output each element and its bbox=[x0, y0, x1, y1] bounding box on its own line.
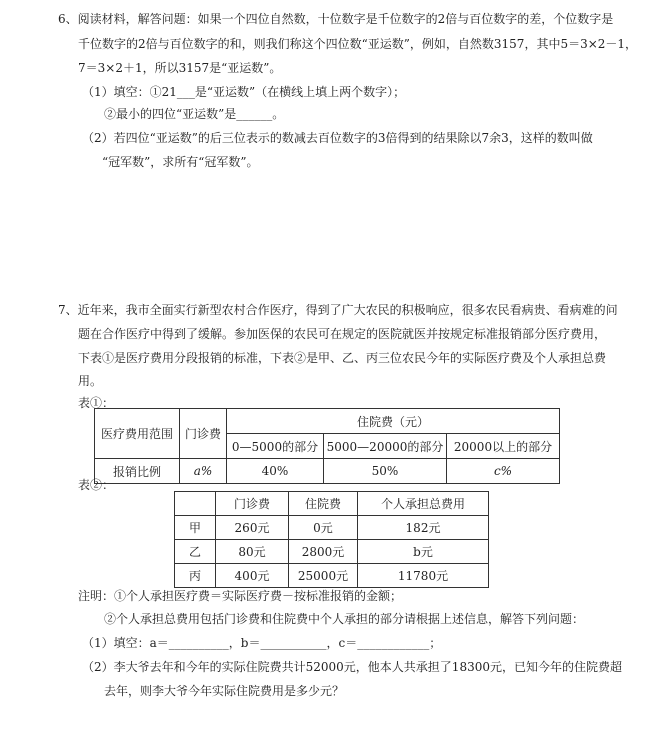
table1-seg2-rate: 50% bbox=[324, 459, 447, 484]
table2-header-cell: 个人承担总费用 bbox=[358, 492, 489, 516]
q7-part2-a: （2）李大爷去年和今年的实际住院费共计52000元，他本人共承担了18300元，已知今年的住院费超 bbox=[82, 660, 622, 674]
table2-cell: 0元 bbox=[289, 516, 358, 540]
table1-header-outpatient: 门诊费 bbox=[180, 409, 227, 459]
q6-line-3: 7＝3×2＋1，所以3157是“亚运数”。 bbox=[78, 61, 282, 75]
note-2: ②个人承担总费用包括门诊费和住院费中个人承担的部分请根据上述信息，解答下列问题： bbox=[104, 612, 585, 626]
table2-cell: 25000元 bbox=[289, 564, 358, 588]
q6-line-1: 6、阅读材料，解答问题：如果一个四位自然数，十位数字是千位数字的2倍与百位数字的差，个位数字是 bbox=[58, 12, 614, 26]
table1-header-range: 医疗费用范围 bbox=[95, 409, 180, 459]
table1-seg3-rate: c% bbox=[447, 459, 560, 484]
table2-cell: 400元 bbox=[216, 564, 289, 588]
table1-header-seg2: 5000—20000的部分 bbox=[324, 434, 447, 459]
q6-part2-b: “冠军数”，求所有“冠军数”。 bbox=[102, 155, 259, 169]
table2-cell: 182元 bbox=[358, 516, 489, 540]
q6-line-2: 千位数字的2倍与百位数字的和，则我们称这个四位数“亚运数”，例如，自然数3157，其中5＝3×2－1， bbox=[78, 37, 638, 51]
note-1: 注明：①个人承担医疗费＝实际医疗费－按标准报销的金额； bbox=[78, 589, 403, 603]
q6-part1-a: （1）填空：①21___是“亚运数”（在横线上填上两个数字）； bbox=[82, 85, 406, 99]
table2-cell: 80元 bbox=[216, 540, 289, 564]
table1-seg1-rate: 40% bbox=[227, 459, 324, 484]
q6-part1-b: ②最小的四位“亚运数”是______。 bbox=[104, 107, 285, 121]
table2-cell: 乙 bbox=[175, 540, 216, 564]
q7-line-2: 题在合作医疗中得到了缓解。参加医保的农民可在规定的医院就医并按规定标准报销部分医疗费用， bbox=[78, 327, 607, 341]
table-row bbox=[175, 540, 489, 564]
q7-line-4: 用。 bbox=[78, 374, 103, 388]
table2-label: 表②： bbox=[78, 478, 115, 492]
table-row bbox=[175, 564, 489, 588]
table2-cell: b元 bbox=[358, 540, 489, 564]
table1-label: 表①： bbox=[78, 396, 115, 410]
table1-header-seg1: 0—5000的部分 bbox=[227, 434, 324, 459]
reimbursement-table bbox=[94, 408, 560, 484]
table2-cell: 2800元 bbox=[289, 540, 358, 564]
table2-cell: 甲 bbox=[175, 516, 216, 540]
table1-row-label: 报销比例 bbox=[95, 459, 180, 484]
table2-cell: 丙 bbox=[175, 564, 216, 588]
table2-cell: 11780元 bbox=[358, 564, 489, 588]
cost-table bbox=[174, 491, 489, 588]
table2-header-cell bbox=[175, 492, 216, 516]
table2-header-cell: 门诊费 bbox=[216, 492, 289, 516]
table2-cell: 260元 bbox=[216, 516, 289, 540]
table1-outpatient-rate: a% bbox=[180, 459, 227, 484]
table-row bbox=[175, 516, 489, 540]
table1-header-seg3: 20000以上的部分 bbox=[447, 434, 560, 459]
q7-line-1: 7、近年来，我市全面实行新型农村合作医疗，得到了广大农民的积极响应，很多农民看病贵、看病难的问 bbox=[58, 303, 618, 317]
table2-header-cell: 住院费 bbox=[289, 492, 358, 516]
q6-part2-a: （2）若四位“亚运数”的后三位表示的数减去百位数字的3倍得到的结果除以7余3，这样的数叫做 bbox=[82, 131, 593, 145]
table1-header-hospital: 住院费（元） bbox=[227, 409, 560, 434]
q7-part1: （1）填空：a＝__________，b＝___________，c＝____________； bbox=[82, 636, 442, 650]
q7-line-3: 下表①是医疗费用分段报销的标准，下表②是甲、乙、丙三位农民今年的实际医疗费及个人承担总费 bbox=[78, 351, 607, 365]
q7-part2-b: 去年，则李大爷今年实际住院费用是多少元？ bbox=[104, 684, 345, 698]
